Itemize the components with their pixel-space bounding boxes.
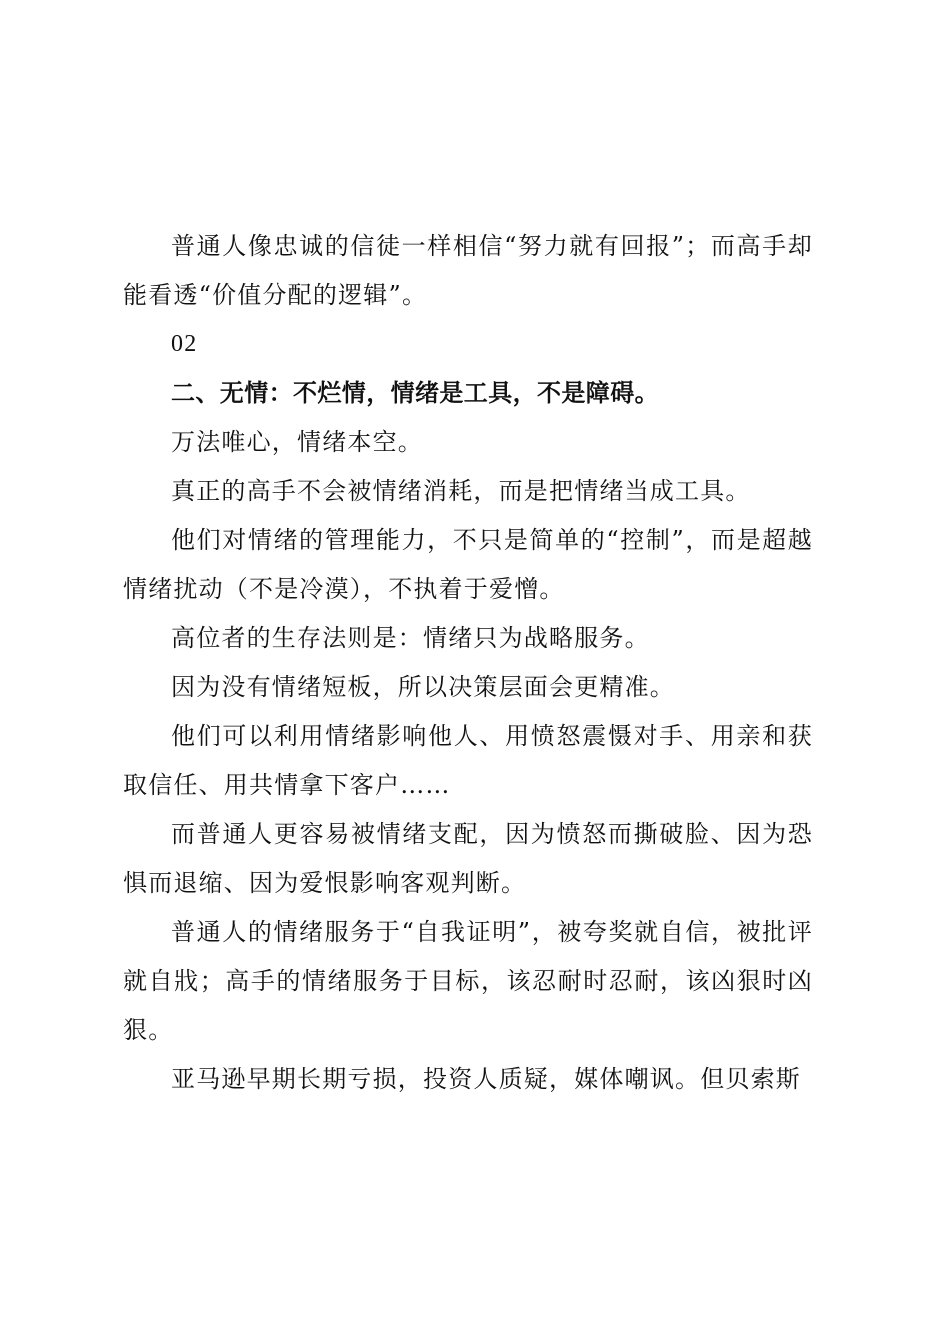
paragraph-amazon: 亚马逊早期长期亏损，投资人质疑，媒体嘲讽。但贝索斯 xyxy=(171,1065,801,1093)
paragraph-self-proof: 普通人的情绪服务于“自我证明”，被夸奖就自信，被批评就自戕；高手的情绪服务于目标，该忍耐时忍耐，该凶狠时凶狠。 xyxy=(123,918,813,1044)
paragraph-emotion-empty: 万法唯心，情绪本空。 xyxy=(171,428,423,456)
paragraph-believers-vs-experts: 普通人像忠诚的信徒一样相信“努力就有回报”；而高手却能看透“价值分配的逻辑”。 xyxy=(123,232,813,309)
document-body xyxy=(123,222,813,1104)
section-number: 02 xyxy=(171,331,198,357)
paragraph-ordinary-people: 而普通人更容易被情绪支配，因为愤怒而撕破脸、因为恐惧而退缩、因为爱恨影响客观判断。 xyxy=(123,820,813,897)
section-heading: 二、无情：不烂情，情绪是工具，不是障碍。 xyxy=(171,379,659,407)
paragraph-decision-precision: 因为没有情绪短板，所以决策层面会更精准。 xyxy=(171,673,675,701)
paragraph-emotion-management: 他们对情绪的管理能力，不只是简单的“控制”，而是超越情绪扰动（不是冷漠），不执着于爱憎。 xyxy=(123,526,813,603)
paragraph-survival-rule: 高位者的生存法则是：情绪只为战略服务。 xyxy=(171,624,650,652)
paragraph-emotion-tool: 真正的高手不会被情绪消耗，而是把情绪当成工具。 xyxy=(171,477,751,505)
paragraph-use-emotion: 他们可以利用情绪影响他人、用愤怒震慑对手、用亲和获取信任、用共情拿下客户…… xyxy=(123,722,813,799)
